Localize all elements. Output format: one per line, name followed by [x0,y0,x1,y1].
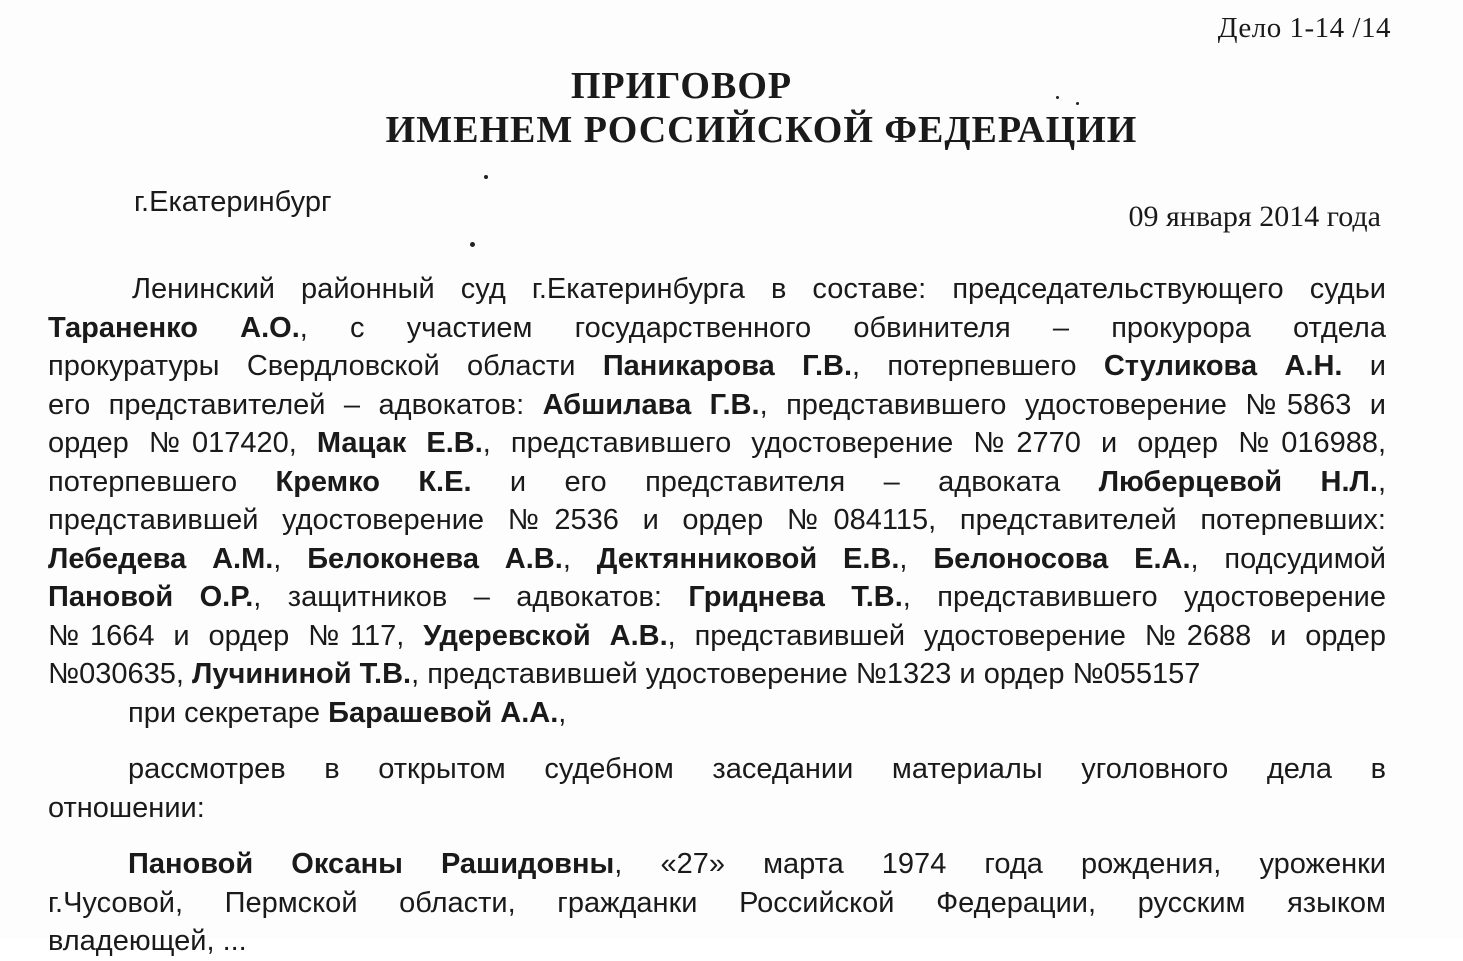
body-text: рассмотрев в открытом судебном заседании материалы уголовного дела в [128,753,1386,785]
body-text: представившей удостоверение №2536 и ордер №084115, представителей потерпевших: [48,504,1386,536]
body-text: , «27» марта 1974 года рождения, уроженки [614,848,1386,880]
representative-name: Белоконева А.В. [307,542,563,575]
body-text: , [558,696,567,729]
body-line [48,578,1386,617]
body-text: , защитников – адвокатов: [253,581,689,613]
judge-name: Тараненко А.О. [48,311,300,344]
body-line [48,617,1386,656]
lawyer-name: Лучининой Т.В. [192,658,412,690]
body-text: №1664 и ордер №117, [48,619,424,652]
victim-name: Кремко К.Е. [275,465,472,498]
body-line [48,845,1386,884]
lawyer-name: Мацак Е.В. [316,427,483,459]
representative-name: Лебедева А.М. [48,542,274,575]
body-text: №030635, [48,658,192,690]
scan-speck [1056,96,1059,99]
scan-speck [1076,102,1079,105]
body-line [48,309,1386,348]
body-text: отношении: [48,791,205,824]
body-text: при секретаре [128,696,329,729]
body-text: , потерпевшего [852,350,1104,382]
defendant-full-name: Пановой Оксаны Рашидовны [128,848,615,880]
lawyer-name: Гриднева Т.В. [688,581,903,613]
prosecutor-name: Паникарова Г.В. [602,350,852,382]
document-subtitle: ИМЕНЕМ РОССИЙСКОЙ ФЕДЕРАЦИИ [385,109,1138,151]
body-text: , подсудимой [1190,542,1386,575]
body-line [48,501,1386,540]
body-line [48,386,1386,425]
city-label: г.Екатеринбург [134,186,332,218]
victim-name: Стуликова А.Н. [1103,350,1343,382]
paragraph-spacer [48,827,1386,845]
body-line [48,884,1386,923]
body-line [48,694,1386,733]
body-line [48,424,1386,463]
body-line [48,655,1386,694]
body-text: его представителей – адвокатов: [48,388,543,421]
body-text: прокуратуры Свердловской области [48,350,603,382]
body-text: , [899,542,934,575]
representative-name: Дектянниковой Е.В. [596,542,900,575]
body-text: ордер №017420, [48,427,317,459]
document-title: ПРИГОВОР [570,65,793,107]
body-text: владеющей, ... [48,925,247,957]
body-text: и [1342,350,1387,382]
body-text: , представившей удостоверение №1323 и ордер №055157 [411,658,1201,690]
defendant-name: Пановой О.Р. [48,581,254,613]
body-text: , представившего удостоверение №2770 и ордер №016988, [482,427,1387,459]
secretary-name: Барашевой А.А. [328,696,559,729]
body-text: , представившего удостоверение №5863 и [759,388,1386,421]
body-line [48,922,1386,961]
scan-speck [470,242,475,247]
document-body [48,270,1386,961]
paragraph-spacer [48,732,1386,750]
body-text: , представившей удостоверение №2688 и ордер [667,619,1386,652]
date-label: 09 января 2014 года [1128,200,1381,233]
body-text: г.Чусовой, Пермской области, гражданки Российской Федерации, русским языком [48,886,1386,919]
lawyer-name: Люберцевой Н.Л. [1098,465,1378,498]
body-text: и его представителя – адвоката [471,465,1099,498]
representative-name: Белоносова Е.А. [933,542,1191,575]
body-text: Ленинский районный суд г.Екатеринбурга в составе: председательствующего судьи [132,273,1386,305]
body-text: , представившего удостоверение [902,581,1386,613]
body-text: , с участием государственного обвинителя – прокурора отдела [299,311,1386,344]
body-line [48,789,1386,828]
body-line [48,463,1386,502]
body-text: потерпевшего [48,465,276,498]
body-line [48,270,1386,309]
body-text: , [1377,465,1386,498]
body-text: , [273,542,308,575]
body-line [48,750,1386,789]
lawyer-name: Абшилава Г.В. [542,388,760,421]
body-line [48,540,1386,579]
lawyer-name: Удеревской А.В. [423,619,668,652]
scan-speck [484,175,488,179]
body-text: , [562,542,597,575]
case-number: Дело 1-14 /14 [1217,12,1391,44]
body-line [48,347,1386,386]
